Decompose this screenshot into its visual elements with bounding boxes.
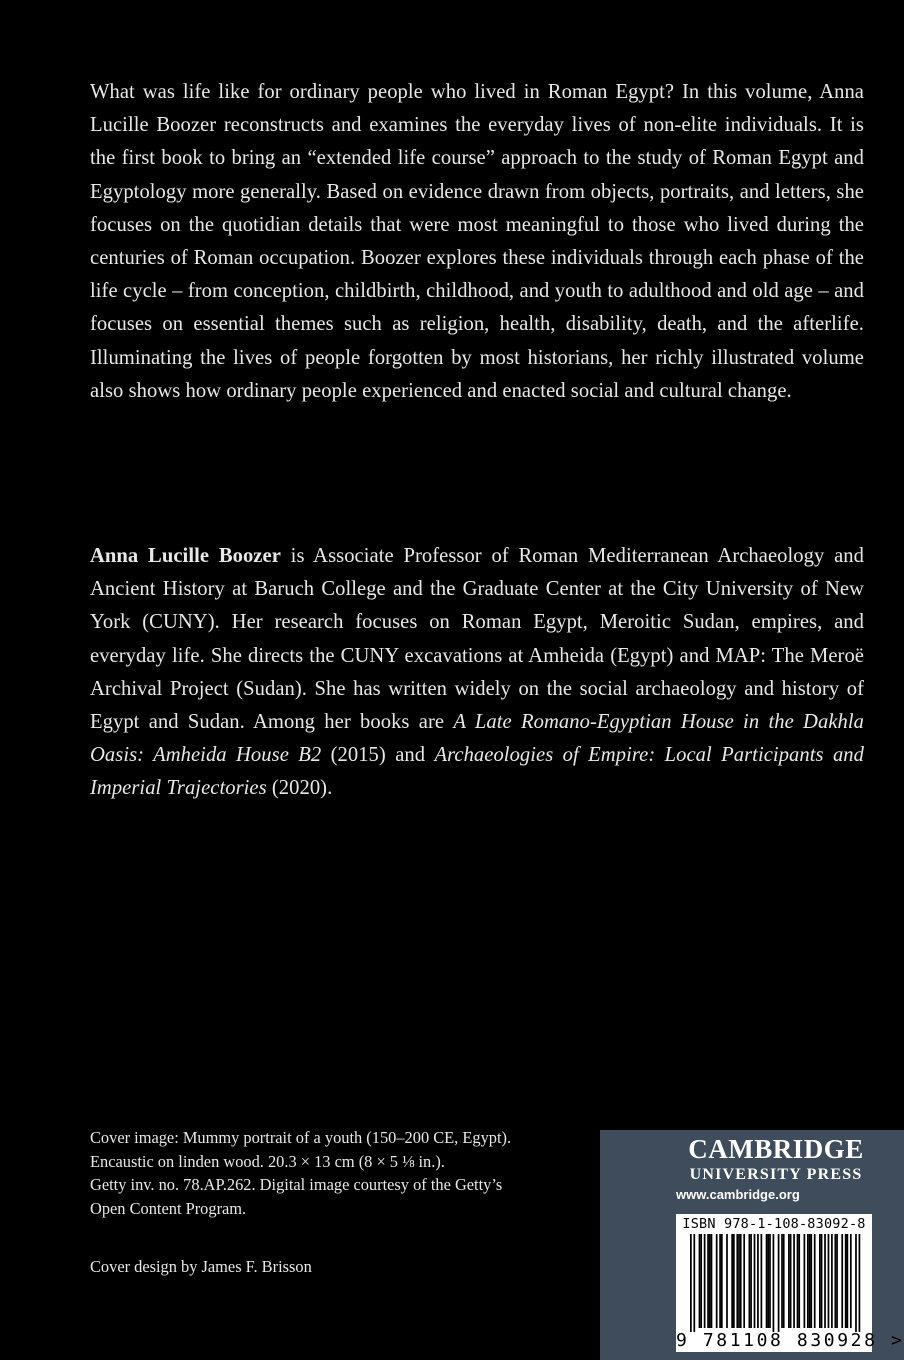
barcode-bar: [733, 1234, 735, 1328]
book-title-1: A Late Romano-Egyptian House in the Dakhla Oasis: Amheida House B2: [90, 711, 864, 767]
author-bio: [90, 540, 864, 806]
barcode-bar: [709, 1234, 711, 1328]
barcode-bar: [773, 1234, 775, 1332]
barcode-bar: [807, 1234, 809, 1328]
barcode-bar: [834, 1234, 836, 1328]
publisher-panel: [600, 1130, 904, 1360]
barcode-bar: [788, 1234, 790, 1328]
isbn-label: ISBN 978-1-108-83092-8: [682, 1216, 866, 1232]
barcode-bar: [810, 1234, 812, 1328]
credit-line: Encaustic on linden wood. 20.3 × 13 cm (8 × 5 ⅛ in.).: [90, 1151, 445, 1171]
cover-design-credit: Cover design by James F. Brisson: [90, 1257, 312, 1276]
barcode-bar: [704, 1234, 706, 1328]
barcode-bar: [809, 1234, 811, 1328]
barcode-bar: [845, 1234, 847, 1328]
barcode-bar: [731, 1234, 733, 1328]
barcode-bar: [690, 1234, 692, 1332]
barcode-bar: [821, 1234, 823, 1328]
barcode-bar: [726, 1234, 728, 1328]
book-blurb: What was life like for ordinary people who lived in Roman Egypt? In this volume, Anna Lucille Boozer reconstructs and examines the everyday lives of non-elite individuals. It is the first book to bring an “extended life course” approach to the study of Roman Egypt and Egyptology more generally. Based on evidence drawn from objects, portraits, and letters, she focuses on the quotidian details that were most meaningful to those who lived during the centuries of Roman occupation. Boozer explores these individuals through each phase of the life cycle – from conception, childbirth, childhood, and youth to adulthood and old age – and focuses on essential themes such as religion, health, disability, death, and the afterlife. Illuminating the lives of people forgotten by most historians, her richly illustrated volume also shows how ordinary people experienced and enacted social and cultural change.: [90, 81, 864, 402]
isbn-barcode: [676, 1214, 904, 1352]
barcode-bar: [859, 1234, 861, 1332]
barcode-bar: [738, 1234, 740, 1328]
barcode-bars: [676, 1234, 872, 1332]
barcode-bar: [824, 1234, 826, 1328]
barcode-bar: [819, 1234, 821, 1328]
barcode-bar: [836, 1234, 838, 1328]
barcode-bar: [778, 1234, 780, 1332]
barcode-bar: [855, 1234, 857, 1332]
barcode-bar: [761, 1234, 763, 1328]
credit-line: Getty inv. no. 78.AP.262. Digital image courtesy of the Getty’s: [90, 1175, 503, 1195]
bio-text-2: (2015) and: [321, 744, 435, 767]
barcode-bar: [748, 1234, 750, 1328]
book-title-2: Archaeologies of Empire: Local Participants and Imperial Trajectories: [90, 744, 864, 800]
barcode-bar: [781, 1234, 783, 1328]
barcode-bar: [804, 1234, 806, 1328]
barcode-bar: [754, 1234, 756, 1328]
barcode-bar: [736, 1234, 738, 1328]
barcode-bar: [699, 1234, 701, 1328]
publisher-subname: UNIVERSITY PRESS: [689, 1166, 863, 1183]
credit-line: Open Content Program.: [90, 1198, 247, 1218]
barcode-bar: [716, 1234, 718, 1328]
barcode-bar: [711, 1234, 713, 1328]
barcode-bar: [798, 1234, 800, 1328]
barcode-bar: [700, 1234, 702, 1328]
author-name: Anna Lucille Boozer: [90, 545, 281, 567]
bio-text-3: (2020).: [266, 777, 333, 800]
barcode-bar: [743, 1234, 745, 1328]
barcode-bar: [740, 1234, 742, 1328]
barcode-bar: [797, 1234, 799, 1328]
publisher-logo: [676, 1134, 876, 1184]
barcode-bar: [783, 1234, 785, 1328]
barcode-bar: [767, 1234, 769, 1328]
barcode-bar: [721, 1234, 723, 1328]
barcode-bar: [793, 1234, 795, 1328]
barcode-bar: [828, 1234, 830, 1328]
barcode-bar: [707, 1234, 709, 1328]
barcode-bar: [847, 1234, 849, 1328]
barcode-bar: [750, 1234, 752, 1328]
barcode-bar: [814, 1234, 816, 1328]
bio-text-1: is Associate Professor of Roman Mediterranean Archaeology and Ancient History at Baruch College and the Graduate Center at the City University of New York (CUNY). Her research focuses on Roman Egypt, Meroitic Sudan, empires, and everyday life. She directs the CUNY excavations at Amheida (Egypt) and MAP: The Meroë Archival Project (Sudan). She has written widely on the social archaeology and history of Egypt and Sudan. Among her books are: [90, 545, 864, 734]
barcode-bar: [719, 1234, 721, 1328]
barcode-bar: [790, 1234, 792, 1328]
barcode-bar: [841, 1234, 843, 1328]
barcode-bar: [850, 1234, 852, 1328]
barcode-bar: [769, 1234, 771, 1328]
barcode-bar: [693, 1234, 695, 1332]
barcode-bar: [831, 1234, 833, 1328]
barcode-bar: [766, 1234, 768, 1328]
barcode-digits: 9 781108 830928 >: [676, 1330, 904, 1351]
cover-image-credits: [90, 1126, 590, 1220]
publisher-website: www.cambridge.org: [676, 1187, 800, 1202]
credit-line: Cover image: Mummy portrait of a youth (150–200 CE, Egypt).: [90, 1128, 512, 1147]
publisher-name: CAMBRIDGE: [688, 1134, 864, 1164]
barcode-bar: [757, 1234, 759, 1328]
